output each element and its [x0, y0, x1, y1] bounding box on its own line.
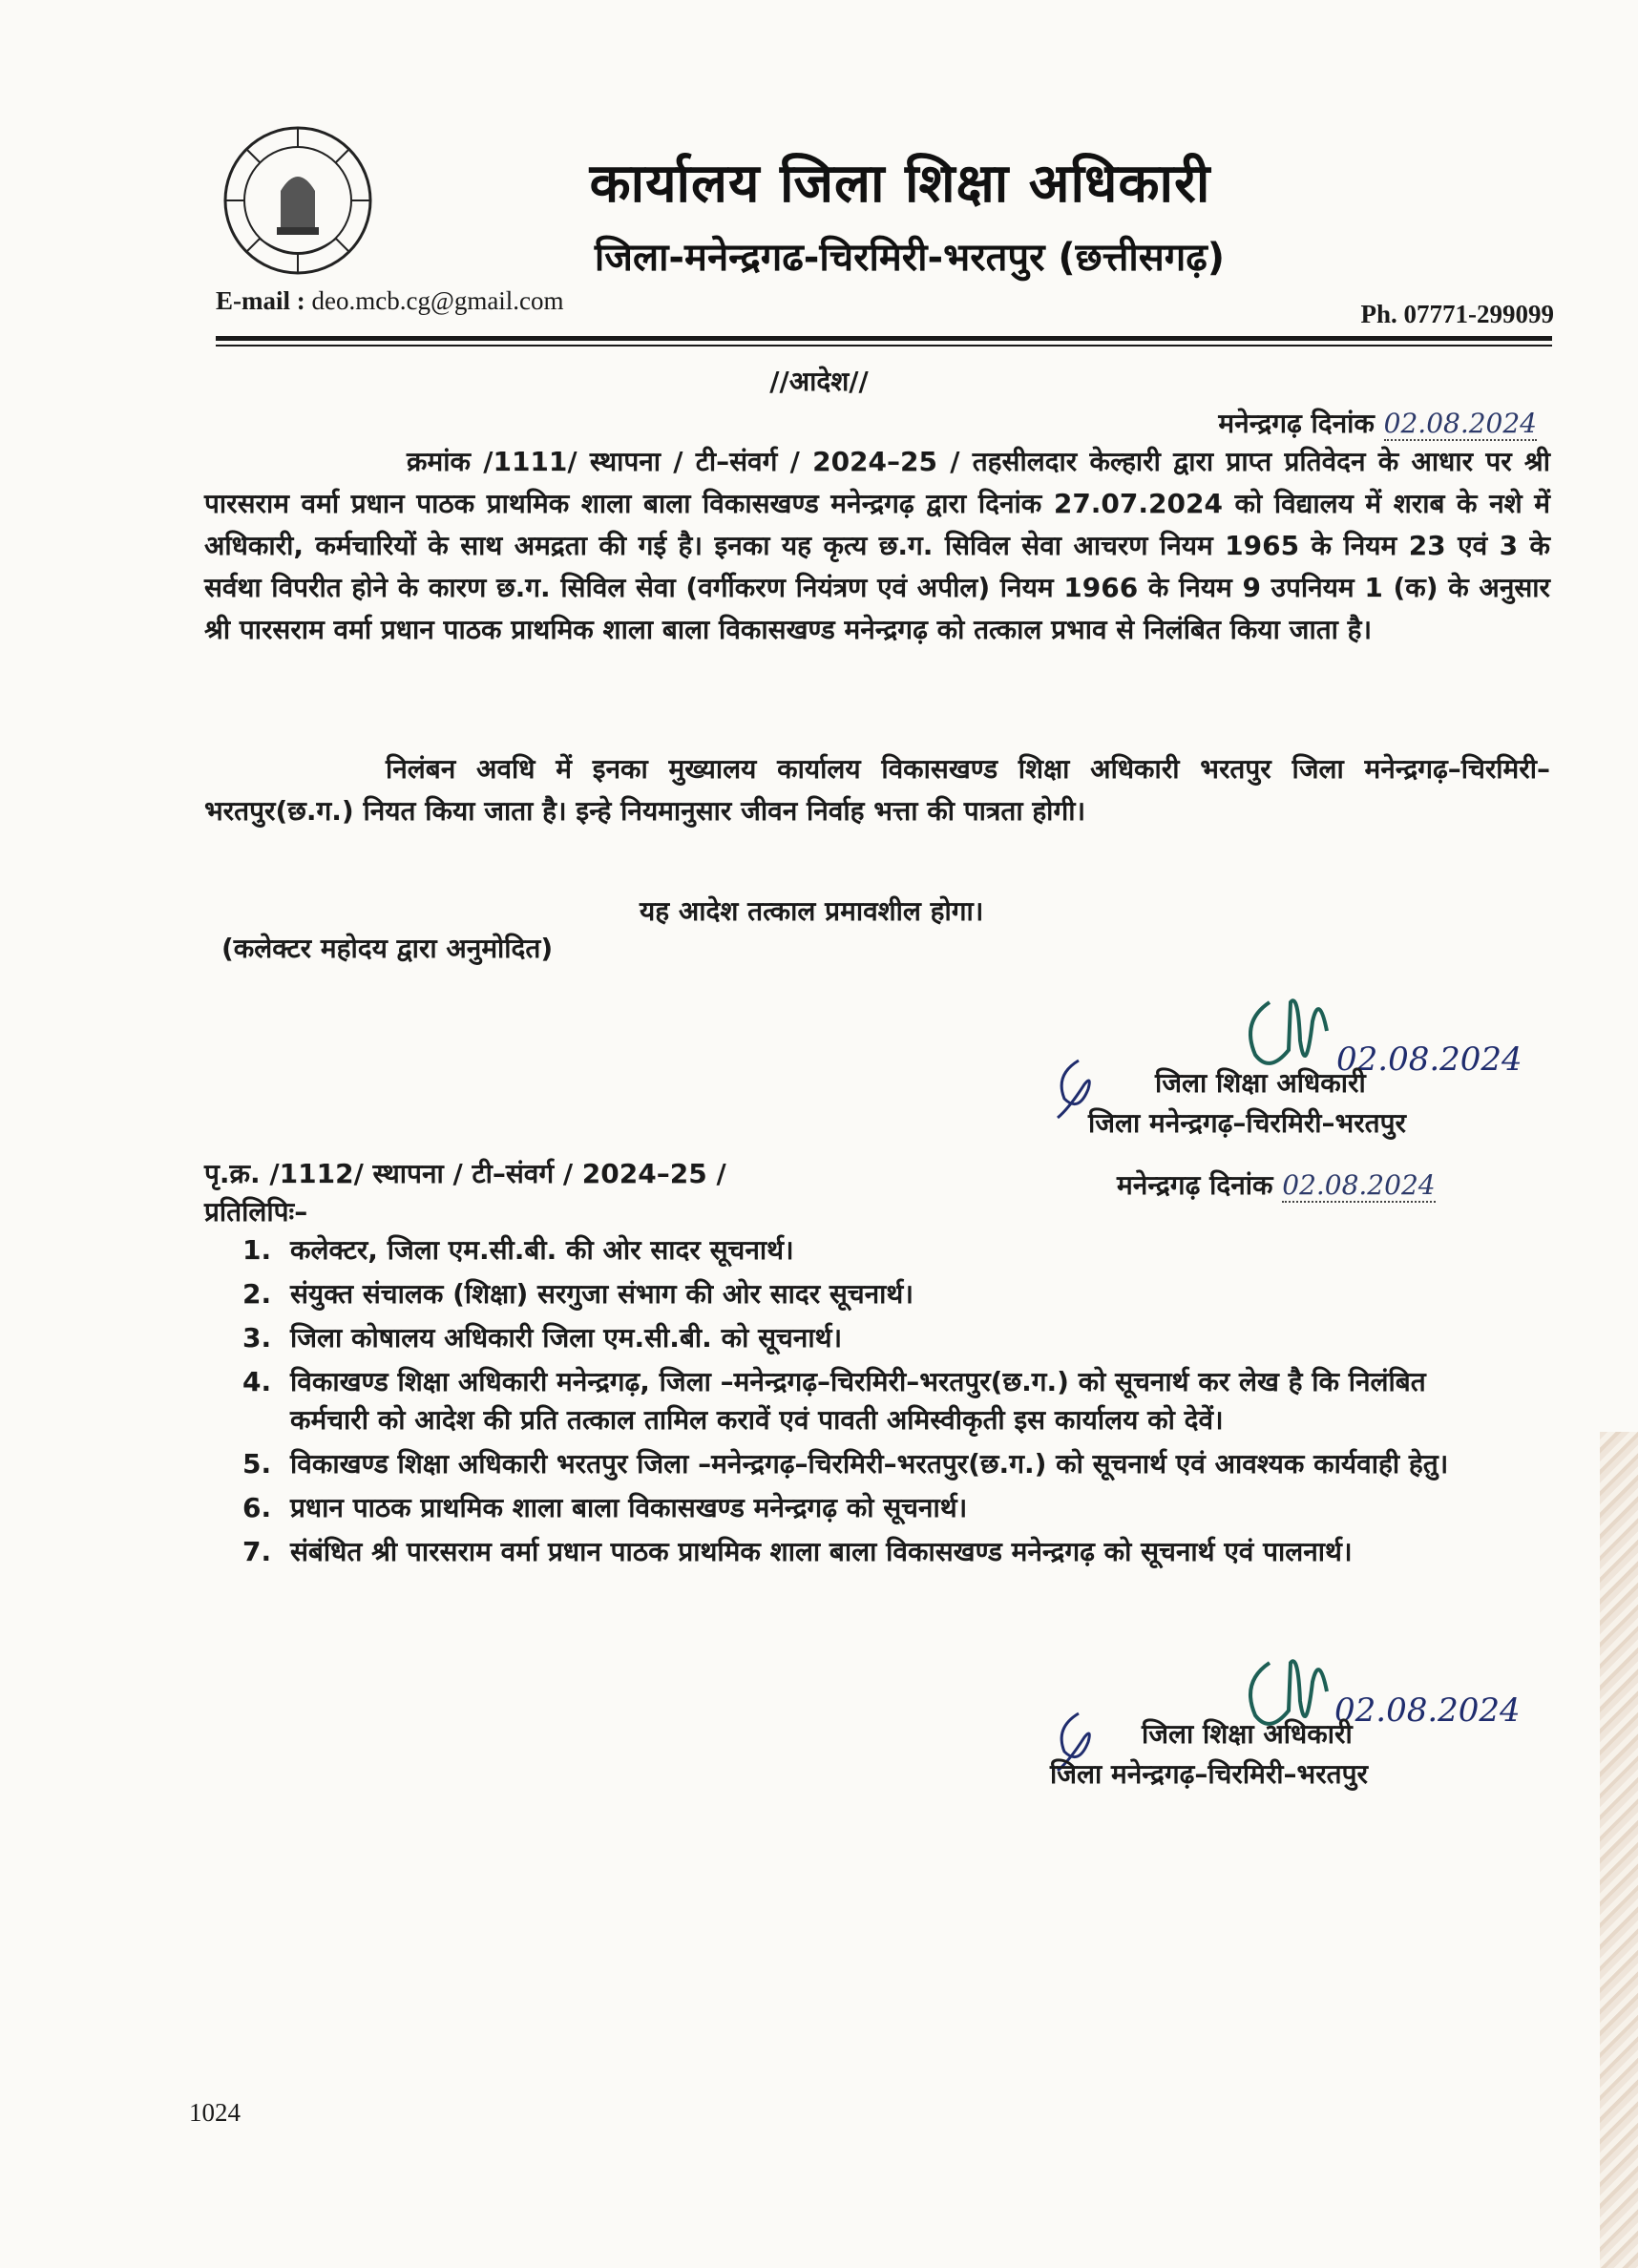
copies-list	[242, 1231, 1502, 1577]
order-heading: //आदेश//	[769, 366, 869, 397]
signature-2-date: 02.08.2024	[1334, 1691, 1521, 1730]
endorsement-reference: पृ.क्र. /1112/ स्थापना / टी–संवर्ग / 2024–25 /	[204, 1158, 726, 1189]
list-item: 4. विकाखण्ड शिक्षा अधिकारी मनेन्द्रगढ़, जिला –मनेन्द्रगढ़–चिरमिरी–भरतपुर(छ.ग.) को सूचनार्थ कर लेख है कि निलंबित कर्मचारी को आदेश की प्रति तत्काल तामिल करावें एवं पावती अमिस्वीकृती इस कार्यालय को देवें।	[242, 1366, 1426, 1436]
signature-1-date: 02.08.2024	[1336, 1040, 1522, 1079]
fabric-edge	[1600, 1432, 1638, 2268]
order-date-handwritten: 02.08.2024	[1383, 408, 1537, 439]
endorsement-date-handwritten: 02.08.2024	[1282, 1169, 1436, 1201]
signatory-designation-2: जिला शिक्षा अधिकारी	[1142, 1718, 1353, 1750]
list-item: 6. प्रधान पाठक प्राथमिक शाला बाला विकासखण्ड मनेन्द्रगढ़ को सूचनार्थ।	[242, 1492, 968, 1523]
order-date-prefix: मनेन्द्रगढ़ दिनांक	[1218, 408, 1375, 439]
order-paragraph-2: निलंबन अवधि में इनका मुख्यालय कार्यालय विकासखण्ड शिक्षा अधिकारी भरतपुर जिला मनेन्द्रगढ़–चिरमिरी–भरतपुर(छ.ग.) नियत किया जाता है। इन्हे नियमानुसार जीवन निर्वाह भत्ता की पात्रता होगी।	[204, 753, 1550, 827]
collector-approval-note: (कलेक्टर महोदय द्वारा अनुमोदित)	[221, 933, 554, 964]
email-line	[216, 286, 564, 316]
order-date	[1218, 405, 1537, 441]
email-link[interactable]: deo.mcb.cg@gmail.com	[311, 286, 564, 315]
list-item: 2. संयुक्त संचालक (शिक्षा) सरगुजा संभाग की ओर सादर सूचनार्थ।	[242, 1278, 914, 1310]
signature-block-1	[1088, 1063, 1406, 1144]
endorsement-date	[1117, 1166, 1436, 1203]
order-paragraph-1: क्रमांक /1111/ स्थापना / टी–संवर्ग / 2024–25 / तहसीलदार केल्हारी द्वारा प्राप्त प्रतिवेदन के आधार पर श्री पारसराम वर्मा प्रधान पाठक प्राथमिक शाला बाला विकासखण्ड मनेन्द्रगढ़ द्वारा दिनांक 27.07.2024 को विद्यालय में शराब के नशे में अधिकारी, कर्मचारियों के साथ अमद्रता की गई है। इनका यह कृत्य छ.ग. सिविल सेवा आचरण नियम 1965 के नियम 23 एवं 3 के सर्वथा विपरीत होने के कारण छ.ग. सिविल सेवा (वर्गीकरण नियंत्रण एवं अपील) नियम 1966 के नियम 9 उपनियम 1 (क) के अनुसार श्री पारसराम वर्मा प्रधान पाठक प्राथमिक शाला बाला विकासखण्ड मनेन्द्रगढ़ को तत्काल प्रभाव से निलंबित किया जाता है।	[204, 446, 1550, 645]
list-item: 7. संबंधित श्री पारसराम वर्मा प्रधान पाठक प्राथमिक शाला बाला विकासखण्ड मनेन्द्रगढ़ को सूचनार्थ एवं पालनार्थ।	[242, 1536, 1353, 1567]
list-item: 1. कलेक्टर, जिला एम.सी.बी. की ओर सादर सूचनार्थ।	[242, 1234, 794, 1266]
header-rule-thin	[216, 345, 1552, 346]
list-item: 5. विकाखण्ड शिक्षा अधिकारी भरतपुर जिला –मनेन्द्रगढ़–चिरमिरी–भरतपुर(छ.ग.) को सूचनार्थ एवं आवश्यक कार्यवाही हेतु।	[242, 1448, 1449, 1480]
list-item: 3. जिला कोषालय अधिकारी जिला एम.सी.बी. को सूचनार्थ।	[242, 1322, 843, 1354]
office-title: कार्यालय जिला शिक्षा अधिकारी	[589, 153, 1211, 215]
phone-number: Ph. 07771-299099	[1360, 300, 1554, 328]
page-number: 1024	[189, 2098, 241, 2127]
copies-label: प्रतिलिपिः–	[204, 1196, 308, 1228]
district-title: जिला-मनेन्द्रगढ-चिरमिरी-भरतपुर (छत्तीसगढ़)	[594, 236, 1226, 280]
endorsement-date-prefix: मनेन्द्रगढ़ दिनांक	[1117, 1169, 1273, 1201]
header-rule-thick	[216, 336, 1552, 341]
signatory-district-1: जिला मनेन्द्रगढ़–चिरमिरी–भरतपुर	[1088, 1107, 1406, 1139]
signatory-designation-1: जिला शिक्षा अधिकारी	[1155, 1067, 1366, 1099]
signature-block-2	[1050, 1714, 1368, 1795]
signatory-district-2: जिला मनेन्द्रगढ़–चिरमिरी–भरतपुर	[1050, 1758, 1368, 1790]
email-label: E-mail :	[216, 286, 305, 315]
order-effective-note: यह आदेश तत्काल प्रमावशील होगा।	[640, 895, 984, 927]
